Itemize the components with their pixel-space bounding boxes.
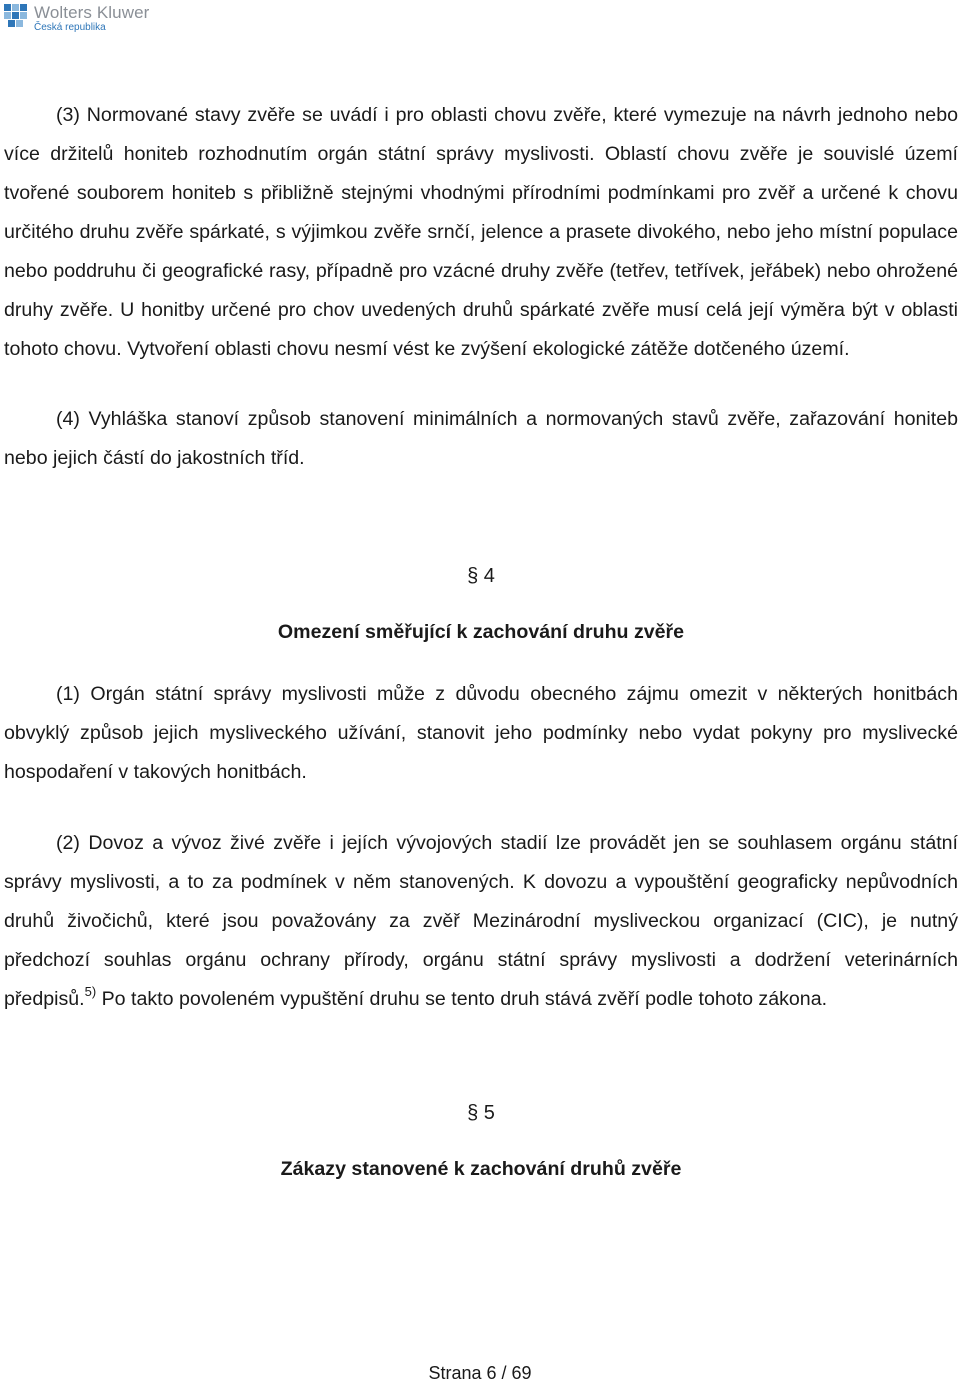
- section-4-title: Omezení směřující k zachování druhu zvěře: [277, 621, 685, 643]
- section-4-paragraph-1: (1) Orgán státní správy myslivosti může z důvodu obecného zájmu omezit v některých honitbách obvyklý způsob jejich mysliveckého užívání, stanovit jeho podmínky nebo vydat pokyny pro myslivecké hospodaření v takových honitbách.: [4, 683, 958, 783]
- section-5-mark: § 5: [467, 1102, 495, 1124]
- document-body: [4, 96, 958, 1181]
- brand-logo: [4, 4, 149, 33]
- section-4-mark: § 4: [467, 565, 495, 587]
- paragraph-4: (4) Vyhláška stanoví způsob stanovení minimálních a normovaných stavů zvěře, zařazování honiteb nebo jejich částí do jakostních tříd.: [4, 408, 958, 469]
- section-5-title: Zákazy stanovené k zachování druhů zvěře: [280, 1158, 682, 1180]
- brand-name: Wolters Kluwer: [34, 3, 150, 22]
- paragraph-3: (3) Normované stavy zvěře se uvádí i pro oblasti chovu zvěře, které vymezuje na návrh jednoho nebo více držitelů honiteb rozhodnutím orgán státní správy myslivosti. Oblastí chovu zvěře je souvislé území tvořené souborem honiteb s přibližně stejnými vhodnými přírodními podmínkami pro zvěř a určené k chovu určitého druhu zvěře spárkaté, s výjimkou zvěře srnčí, jelence a prasete divokého, nebo jeho místní populace nebo poddruhu či geografické rasy, případně pro vzácné druhy zvěře (tetřev, tetřívek, jeřábek) nebo ohrožené druhy zvěře. U honitby určené pro chov uvedených druhů spárkaté zvěře musí celá její výměra být v oblasti tohoto chovu. Vytvoření oblasti chovu nesmí vést ke zvýšení ekologické zátěže dotčeného území.: [4, 104, 958, 360]
- section-4-paragraph-2: [4, 824, 958, 1019]
- brand-subtitle: Česká republika: [34, 22, 106, 33]
- footnote-ref-5[interactable]: 5): [84, 984, 97, 999]
- section-4-paragraph-2-tail: Po takto povoleném vypuštění druhu se tento druh stává zvěří podle tohoto zákona.: [96, 988, 828, 1010]
- page-footer: Strana 6 / 69: [428, 1363, 532, 1383]
- wolters-kluwer-logo-icon: [4, 4, 28, 28]
- section-4-paragraph-2-text: (2) Dovoz a vývoz živé zvěře i jejích vývojových stadií lze provádět jen se souhlasem orgánu státní správy myslivosti, a to za podmínek v něm stanovených. K dovozu a vypouštění geograficky nepůvodních druhů živočichů, které jsou považovány za zvěř Mezinárodní mysliveckou organizací (CIC), je nutný předchozí souhlas orgánu ochrany přírody, orgánu státní správy myslivosti a dodržení veterinárních předpisů.: [4, 832, 958, 1010]
